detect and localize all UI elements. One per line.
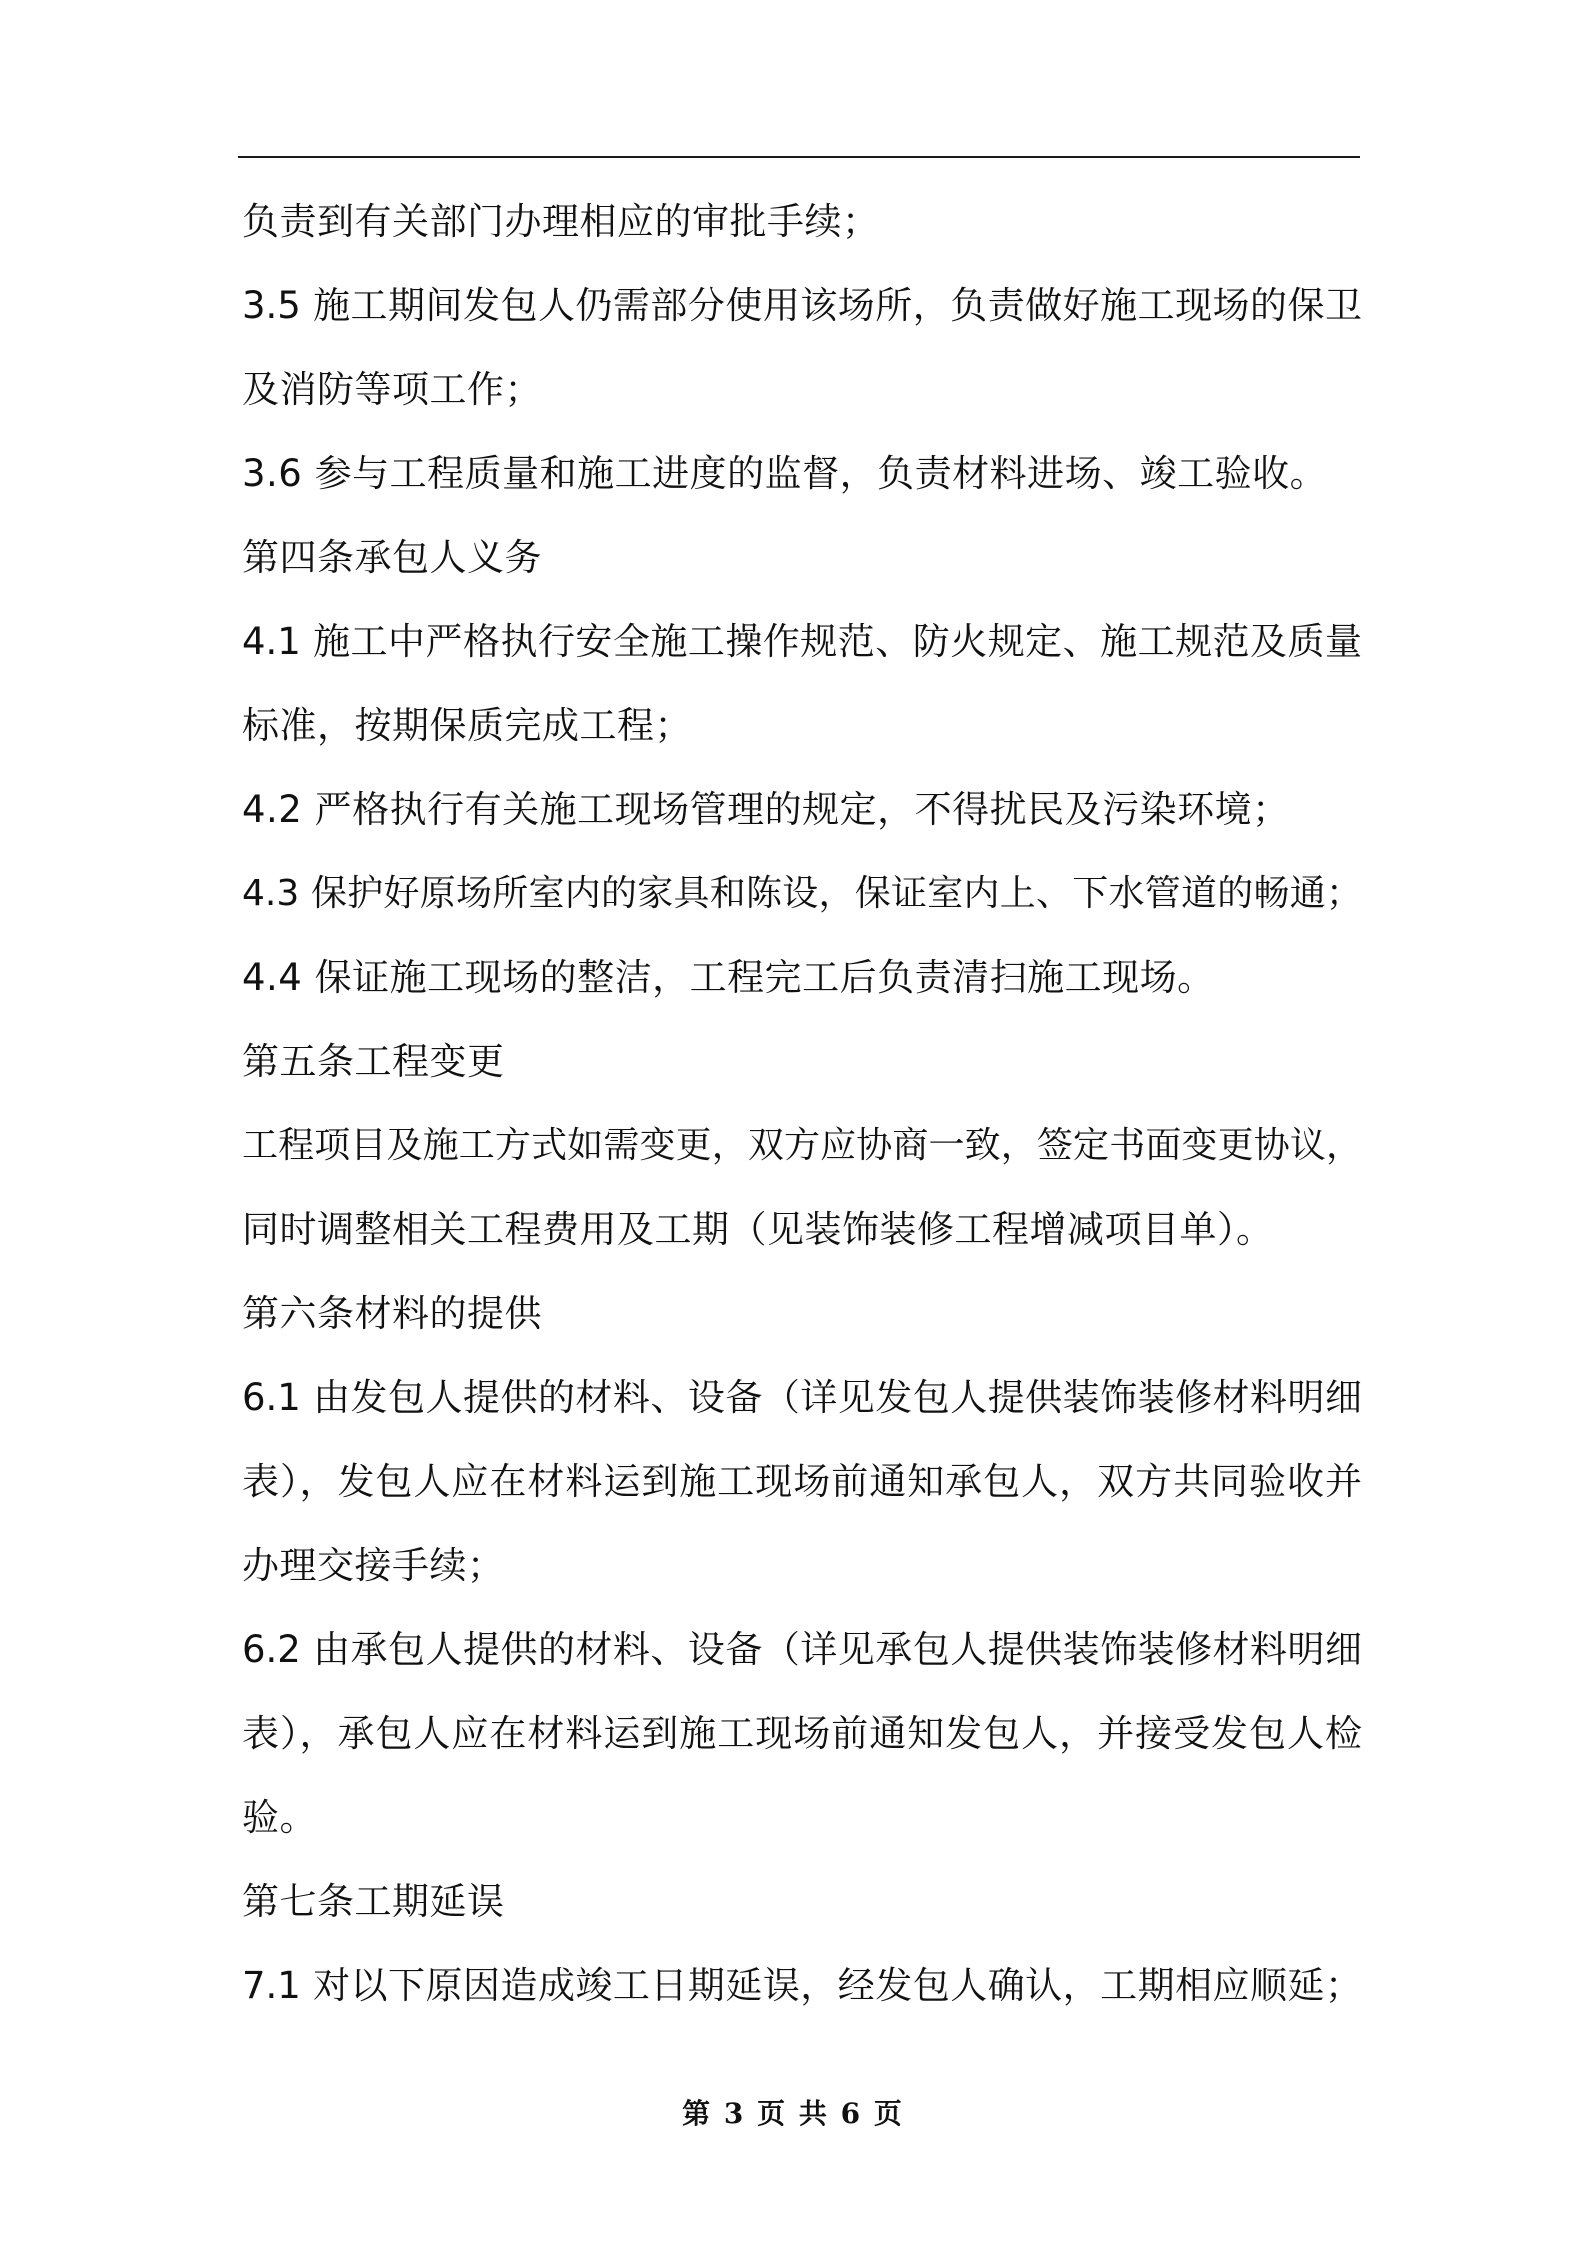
text-line: 及消防等项工作； bbox=[242, 368, 542, 411]
header-rule bbox=[238, 156, 1360, 158]
text-line: 4.2 严格执行有关施工现场管理的规定，不得扰民及污染环境； bbox=[242, 788, 1290, 831]
text-line: 3.5 施工期间发包人仍需部分使用该场所，负责做好施工现场的保卫 bbox=[242, 284, 1362, 327]
text-line: 验。 bbox=[242, 1796, 317, 1839]
text-line: 6.1 由发包人提供的材料、设备（详见发包人提供装饰装修材料明细 bbox=[242, 1376, 1362, 1419]
text-line: 4.1 施工中严格执行安全施工操作规范、防火规定、施工规范及质量 bbox=[242, 620, 1362, 663]
text-line: 表），发包人应在材料运到施工现场前通知承包人，双方共同验收并 bbox=[242, 1460, 1362, 1503]
document-body bbox=[242, 180, 1362, 2028]
page-number: 第 3 页 共 6 页 bbox=[682, 2097, 904, 2130]
text-line: 办理交接手续； bbox=[242, 1544, 505, 1587]
text-line: 第七条工期延误 bbox=[242, 1880, 505, 1923]
text-line: 表），承包人应在材料运到施工现场前通知发包人，并接受发包人检 bbox=[242, 1712, 1362, 1755]
text-line: 第五条工程变更 bbox=[242, 1040, 505, 1083]
text-line: 4.4 保证施工现场的整洁，工程完工后负责清扫施工现场。 bbox=[242, 956, 1215, 999]
text-line: 第六条材料的提供 bbox=[242, 1292, 542, 1335]
text-line: 第四条承包人义务 bbox=[242, 536, 542, 579]
text-line: 同时调整相关工程费用及工期（见装饰装修工程增减项目单）。 bbox=[242, 1208, 1274, 1251]
text-line: 标准，按期保质完成工程； bbox=[242, 704, 692, 747]
text-line: 负责到有关部门办理相应的审批手续； bbox=[242, 200, 880, 243]
text-line: 6.2 由承包人提供的材料、设备（详见承包人提供装饰装修材料明细 bbox=[242, 1628, 1362, 1671]
text-line: 7.1 对以下原因造成竣工日期延误，经发包人确认，工期相应顺延； bbox=[242, 1964, 1362, 2007]
text-line: 工程项目及施工方式如需变更，双方应协商一致，签定书面变更协议， bbox=[242, 1125, 1362, 1166]
text-line: 3.6 参与工程质量和施工进度的监督，负责材料进场、竣工验收。 bbox=[242, 452, 1328, 495]
text-line: 4.3 保护好原场所室内的家具和陈设，保证室内上、下水管道的畅通； bbox=[242, 873, 1362, 914]
